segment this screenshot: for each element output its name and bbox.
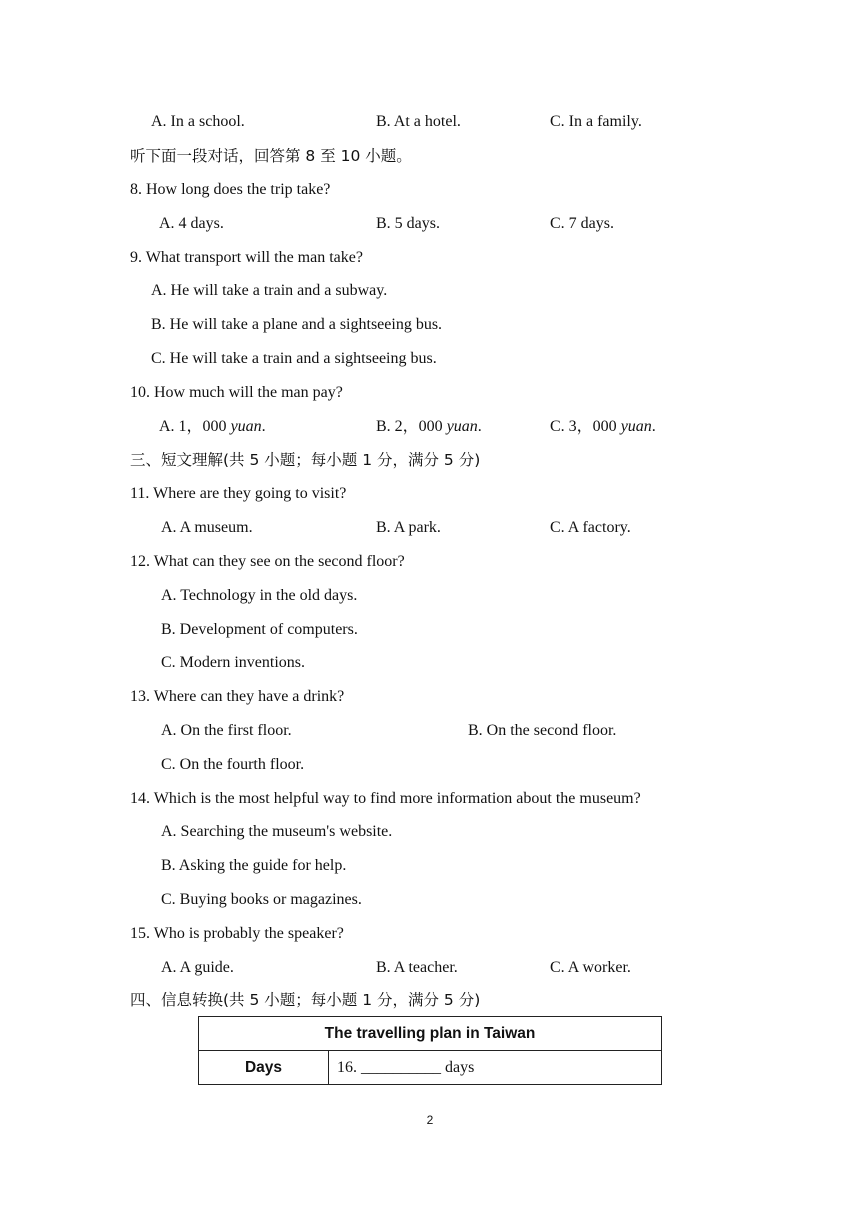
q10-option-a: [159, 417, 266, 437]
q12-option-b: B. Development of computers.: [161, 621, 358, 638]
q10-stem: 10. How much will the man pay?: [130, 384, 343, 401]
table-title: The travelling plan in Taiwan: [199, 1017, 662, 1051]
days-label: Days: [199, 1051, 329, 1085]
table-row: [199, 1051, 662, 1085]
q15-option-c: C. A worker.: [550, 959, 631, 976]
q14-stem: 14. Which is the most helpful way to find more information about the museum?: [130, 790, 641, 807]
q11-option-c: C. A factory.: [550, 519, 631, 536]
q10-option-b-unit: yuan: [446, 418, 478, 435]
q10-option-c-dot: .: [651, 418, 656, 435]
q7-option-c: C. In a family.: [550, 113, 642, 130]
q9-stem: 9. What transport will the man take?: [130, 249, 363, 266]
q8-option-c: C. 7 days.: [550, 215, 614, 232]
section-4-heading: 四、信息转换(共 5 小题；每小题 1 分，满分 5 分): [130, 991, 481, 1009]
days-blank: 16. __________ days: [329, 1051, 662, 1085]
q9-option-a: A. He will take a train and a subway.: [151, 282, 388, 299]
q10-option-a-amount: A. 1，000: [159, 418, 231, 435]
q8-option-b: B. 5 days.: [376, 215, 440, 232]
q15-option-a: A. A guide.: [161, 959, 234, 976]
section-3-heading: 三、短文理解(共 5 小题；每小题 1 分，满分 5 分): [130, 451, 481, 469]
q10-option-c-amount: C. 3，000: [550, 418, 621, 435]
q7-option-a: A. In a school.: [151, 113, 245, 130]
q15-option-b: B. A teacher.: [376, 959, 458, 976]
q15-stem: 15. Who is probably the speaker?: [130, 925, 344, 942]
q13-option-c: C. On the fourth floor.: [161, 756, 305, 773]
q8-option-a: A. 4 days.: [159, 215, 224, 232]
q14-option-b: B. Asking the guide for help.: [161, 857, 347, 874]
travel-plan-table: [198, 1016, 662, 1085]
q13-option-b: B. On the second floor.: [468, 722, 617, 739]
table-header-row: [199, 1017, 662, 1051]
page-number: 2: [426, 1113, 434, 1127]
q14-option-a: A. Searching the museum's website.: [161, 823, 393, 840]
q9-option-c: C. He will take a train and a sightseeing bus.: [151, 350, 437, 367]
q8-stem: 8. How long does the trip take?: [130, 181, 331, 198]
q12-option-a: A. Technology in the old days.: [161, 587, 358, 604]
q10-option-c-unit: yuan: [620, 418, 652, 435]
q10-option-b: [376, 417, 482, 437]
q13-stem: 13. Where can they have a drink?: [130, 688, 345, 705]
q12-option-c: C. Modern inventions.: [161, 654, 305, 671]
q10-option-c: [550, 417, 656, 437]
q11-option-b: B. A park.: [376, 519, 441, 536]
q7-option-b: B. At a hotel.: [376, 113, 461, 130]
q12-stem: 12. What can they see on the second floor?: [130, 553, 405, 570]
q10-option-a-dot: .: [261, 418, 266, 435]
q11-stem: 11. Where are they going to visit?: [130, 485, 347, 502]
q10-option-b-amount: B. 2，000: [376, 418, 447, 435]
q10-option-a-unit: yuan: [230, 418, 262, 435]
dialog-instruction: 听下面一段对话，回答第 8 至 10 小题。: [130, 147, 412, 165]
q11-option-a: A. A museum.: [161, 519, 253, 536]
q10-option-b-dot: .: [477, 418, 482, 435]
q14-option-c: C. Buying books or magazines.: [161, 891, 362, 908]
q13-option-a: A. On the first floor.: [161, 722, 292, 739]
q9-option-b: B. He will take a plane and a sightseeing bus.: [151, 316, 443, 333]
